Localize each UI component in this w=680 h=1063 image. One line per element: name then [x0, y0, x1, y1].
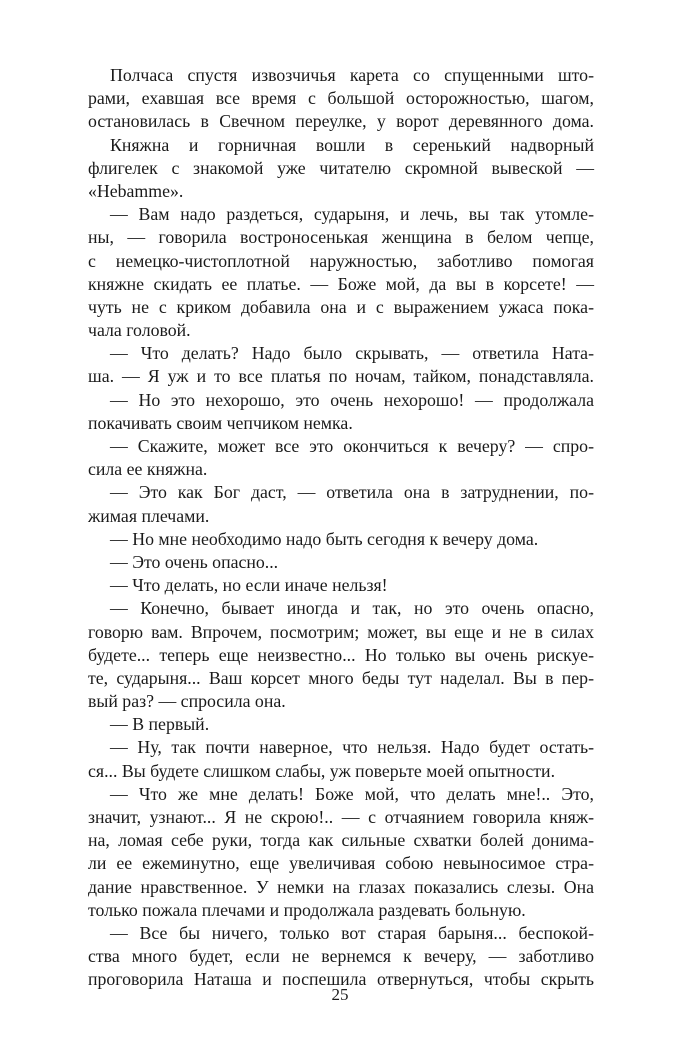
text-line: — Что делать? Надо было скрывать, — ответила Ната-: [110, 343, 594, 364]
text-line: остановилась в Свечном переулке, у ворот деревянного дома.: [88, 111, 594, 132]
text-line: ны, — говорила востроносенькая женщина в белом чепце,: [88, 227, 594, 248]
text-line: будете... теперь еще неизвестно... Но только вы очень рискуе-: [88, 644, 594, 665]
text-line: — Но это нехорошо, это очень нехорошо! — продолжала: [110, 389, 594, 410]
text-line: «Hebamme».: [88, 180, 184, 201]
text-line: — Скажите, может все это окончиться к вечеру? — спро-: [110, 436, 594, 456]
text-line: ша. — Я уж и то все платья по ночам, тайком, понадставляла.: [88, 366, 594, 387]
text-line: только пожала плечами и продолжала раздевать больную.: [88, 899, 526, 920]
text-line: — Вам надо раздеться, сударыня, и лечь, вы так утомле-: [110, 204, 594, 225]
text-line: сила ее княжна.: [88, 459, 208, 480]
text-line: — Это очень опасно...: [110, 551, 279, 572]
text-line: — Конечно, бывает иногда и так, но это очень опасно,: [110, 598, 594, 619]
text-line: княжне скидать ее платье. — Боже мой, да вы в корсете! —: [88, 273, 594, 294]
text-line: значит, узнают... Я не скрою!.. — с отчаянием говорила княж-: [88, 807, 594, 827]
text-line: рами, ехавшая все время с большой осторожностью, шагом,: [88, 88, 594, 109]
text-line: Княжна и горничная вошли в серенький надворный: [110, 134, 594, 155]
text-line: чуть не с криком добавила она и с выражением ужаса пока-: [88, 296, 594, 317]
text-line: Полчаса спустя извозчичья карета со спущенными што-: [110, 65, 594, 85]
text-line: ся... Вы будете слишком слабы, уж поверьте моей опытности.: [88, 760, 556, 781]
text-line: — Что же мне делать! Боже мой, что делать мне!.. Это,: [110, 783, 594, 804]
text-line: ства много будет, если не вернемся к вечеру, — заботливо: [88, 946, 594, 967]
text-line: — В первый.: [110, 714, 210, 735]
text-line: проговорила Наташа и поспешила отвернуться, чтобы скрыть: [88, 969, 594, 990]
text-line: те, сударыня... Ваш корсет много беды тут наделал. Вы в пер-: [88, 667, 594, 688]
text-line: ли ее ежеминутно, еще увеличивая собою невыносимое стра-: [88, 853, 594, 874]
text-line: — Но мне необходимо надо быть сегодня к вечеру дома.: [110, 528, 539, 549]
page-number: 25: [331, 985, 349, 1004]
text-line: флигелек с знакомой уже читателю скромной вывеской —: [88, 157, 594, 178]
text-line: — Ну, так почти наверное, что нельзя. Надо будет остать-: [110, 737, 594, 758]
text-line: чала головой.: [88, 320, 191, 341]
text-line: — Это как Бог даст, — ответила она в затруднении, по-: [110, 482, 594, 503]
text-line: — Все бы ничего, только вот старая барыня... беспокой-: [110, 922, 594, 943]
body-text: [88, 64, 594, 992]
text-line: с немецко-чистоплотной наружностью, заботливо помогая: [88, 250, 594, 271]
text-line: на, ломая себе руки, тогда как сильные схватки болей донима-: [88, 830, 594, 851]
text-line: говорю вам. Впрочем, посмотрим; может, вы еще и не в силах: [88, 621, 594, 642]
text-line: жимая плечами.: [88, 505, 210, 526]
text-line: вый раз? — спросила она.: [88, 691, 286, 712]
text-line: дание нравственное. У немки на глазах показались слезы. Она: [88, 876, 594, 897]
text-line: покачивать своим чепчиком немка.: [88, 412, 353, 433]
text-line: — Что делать, но если иначе нельзя!: [110, 575, 388, 596]
